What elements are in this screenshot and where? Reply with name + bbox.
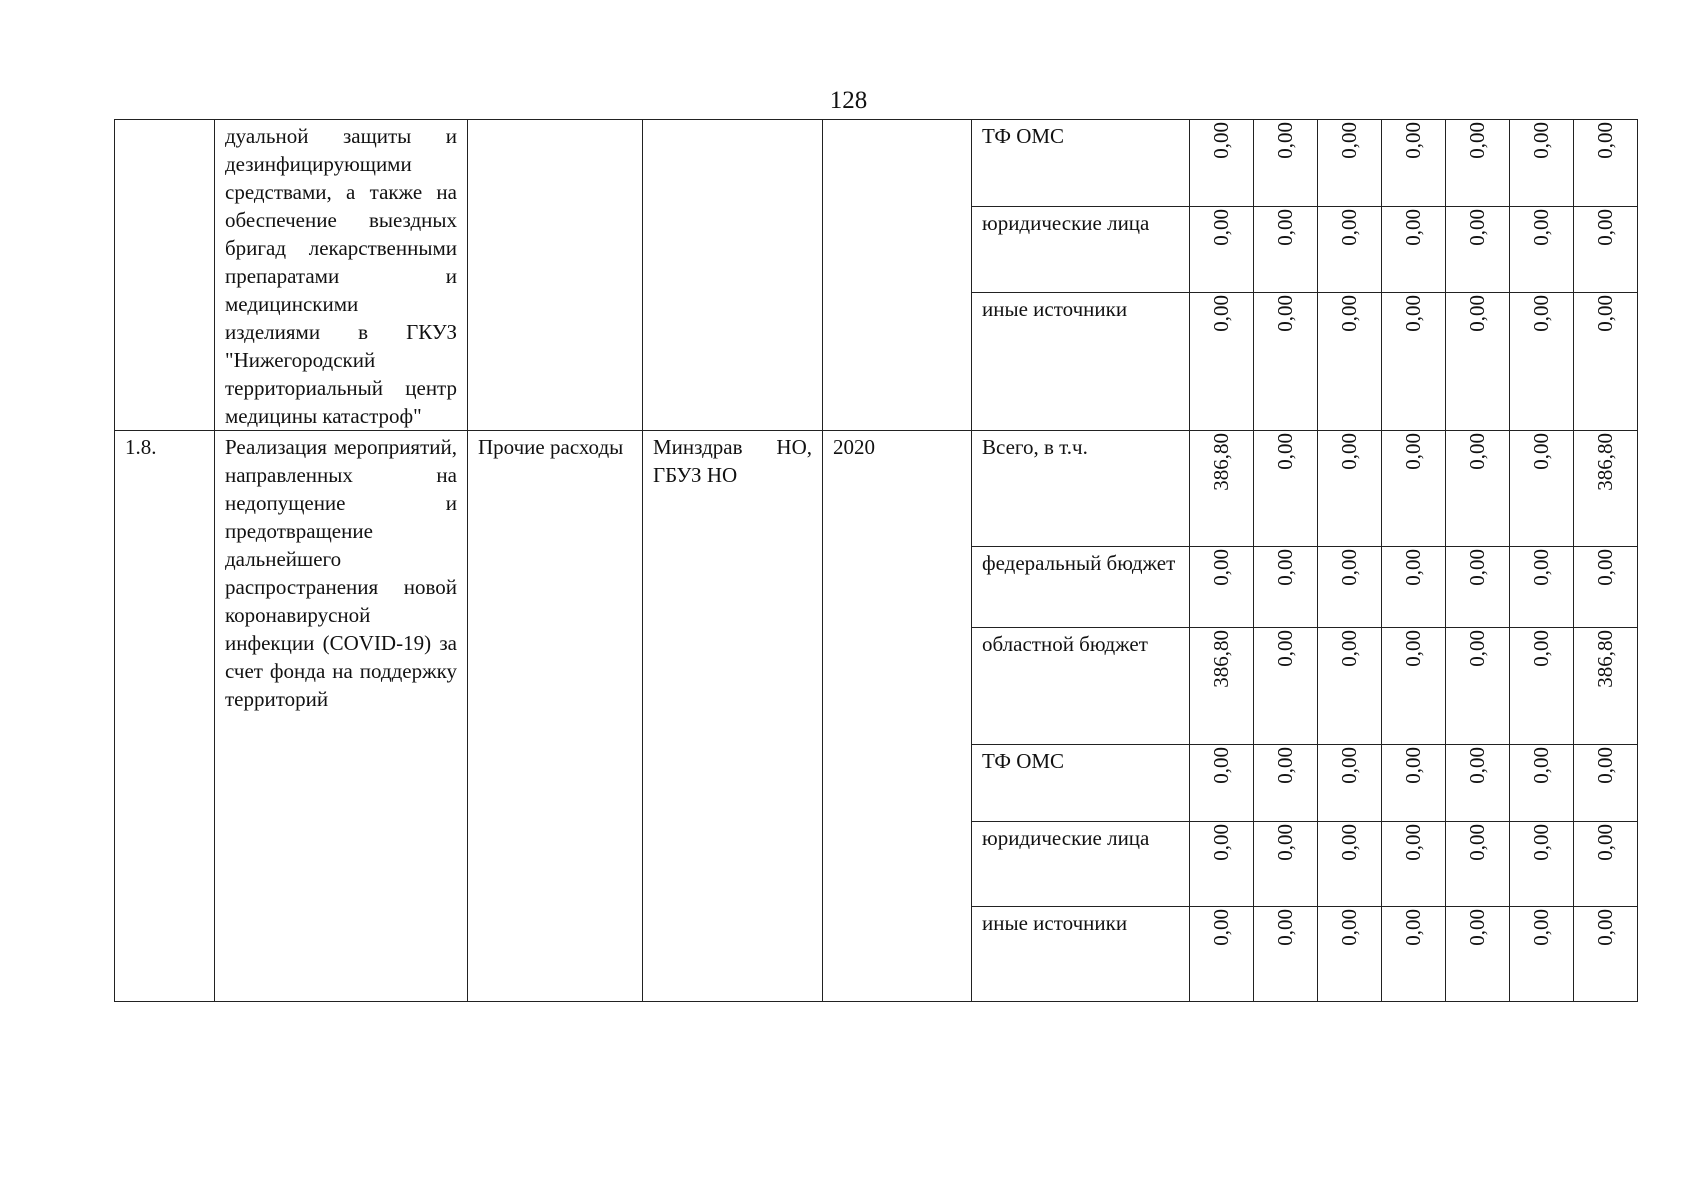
value-cell: 0,00 bbox=[1254, 628, 1318, 745]
value-cell: 0,00 bbox=[1190, 293, 1254, 431]
value-cell: 0,00 bbox=[1510, 431, 1574, 547]
value-cell: 0,00 bbox=[1382, 431, 1446, 547]
value-cell: 0,00 bbox=[1318, 822, 1382, 907]
value-cell: 0,00 bbox=[1510, 293, 1574, 431]
value-cell: 0,00 bbox=[1318, 293, 1382, 431]
source-label: юридические лица bbox=[972, 822, 1190, 907]
value-cell: 386,80 bbox=[1574, 431, 1638, 547]
value-cell: 0,00 bbox=[1574, 547, 1638, 628]
value-cell: 0,00 bbox=[1574, 293, 1638, 431]
source-label: ТФ ОМС bbox=[972, 120, 1190, 207]
value-cell: 0,00 bbox=[1318, 120, 1382, 207]
value-cell: 0,00 bbox=[1446, 293, 1510, 431]
value-cell: 0,00 bbox=[1382, 907, 1446, 1002]
value-cell: 0,00 bbox=[1190, 745, 1254, 822]
value-cell: 0,00 bbox=[1574, 120, 1638, 207]
value-cell: 0,00 bbox=[1510, 822, 1574, 907]
value-cell: 0,00 bbox=[1190, 907, 1254, 1002]
value-cell: 0,00 bbox=[1190, 547, 1254, 628]
value-cell: 0,00 bbox=[1318, 907, 1382, 1002]
value-cell: 0,00 bbox=[1382, 293, 1446, 431]
value-cell: 0,00 bbox=[1446, 822, 1510, 907]
value-cell: 0,00 bbox=[1254, 822, 1318, 907]
value-cell: 386,80 bbox=[1190, 431, 1254, 547]
value-cell: 0,00 bbox=[1318, 628, 1382, 745]
source-label: Всего, в т.ч. bbox=[972, 431, 1190, 547]
value-cell: 0,00 bbox=[1382, 547, 1446, 628]
value-cell: 0,00 bbox=[1574, 206, 1638, 293]
value-cell: 0,00 bbox=[1446, 120, 1510, 207]
value-cell: 0,00 bbox=[1510, 628, 1574, 745]
table-row bbox=[115, 120, 1638, 207]
value-cell: 0,00 bbox=[1190, 120, 1254, 207]
source-label: федеральный бюджет bbox=[972, 547, 1190, 628]
description-cell: дуальной защиты и дезинфицирующими средствами, а также на обеспечение выездных бригад лекарственными препаратами и медицинскими изделиями в ГКУЗ "Нижегородский территориальный центр медицины катастроф" bbox=[215, 120, 468, 431]
value-cell: 0,00 bbox=[1446, 206, 1510, 293]
executor-cell: Минздрав НО, ГБУЗ НО bbox=[643, 431, 823, 1002]
value-cell: 0,00 bbox=[1318, 745, 1382, 822]
value-cell: 0,00 bbox=[1446, 745, 1510, 822]
value-cell: 0,00 bbox=[1254, 293, 1318, 431]
page-number: 128 bbox=[829, 87, 868, 114]
value-cell: 386,80 bbox=[1574, 628, 1638, 745]
source-label: ТФ ОМС bbox=[972, 745, 1190, 822]
value-cell: 0,00 bbox=[1382, 628, 1446, 745]
row-number-cell: 1.8. bbox=[115, 431, 215, 1002]
value-cell: 0,00 bbox=[1446, 628, 1510, 745]
expense-type-cell bbox=[468, 120, 643, 431]
year-cell: 2020 bbox=[823, 431, 972, 1002]
source-label: иные источники bbox=[972, 907, 1190, 1002]
executor-cell bbox=[643, 120, 823, 431]
value-cell: 0,00 bbox=[1254, 907, 1318, 1002]
source-label: иные источники bbox=[972, 293, 1190, 431]
value-cell: 0,00 bbox=[1510, 745, 1574, 822]
program-table bbox=[114, 119, 1638, 1002]
value-cell: 0,00 bbox=[1446, 547, 1510, 628]
value-cell: 0,00 bbox=[1254, 745, 1318, 822]
value-cell: 0,00 bbox=[1510, 206, 1574, 293]
description-cell: Реализация мероприятий, направленных на недопущение и предотвращение дальнейшего распространения новой коронавирусной инфекции (COVID-19) за счет фонда на поддержку территорий bbox=[215, 431, 468, 1002]
value-cell: 0,00 bbox=[1510, 120, 1574, 207]
table-row bbox=[115, 431, 1638, 547]
value-cell: 0,00 bbox=[1510, 547, 1574, 628]
value-cell: 0,00 bbox=[1574, 745, 1638, 822]
value-cell: 0,00 bbox=[1318, 431, 1382, 547]
year-cell bbox=[823, 120, 972, 431]
row-number-cell bbox=[115, 120, 215, 431]
value-cell: 0,00 bbox=[1382, 120, 1446, 207]
value-cell: 0,00 bbox=[1318, 547, 1382, 628]
value-cell: 0,00 bbox=[1318, 206, 1382, 293]
value-cell: 0,00 bbox=[1254, 120, 1318, 207]
value-cell: 0,00 bbox=[1190, 206, 1254, 293]
expense-type-cell: Прочие расходы bbox=[468, 431, 643, 1002]
source-label: юридические лица bbox=[972, 206, 1190, 293]
value-cell: 0,00 bbox=[1446, 907, 1510, 1002]
value-cell: 0,00 bbox=[1446, 431, 1510, 547]
source-label: областной бюджет bbox=[972, 628, 1190, 745]
value-cell: 0,00 bbox=[1254, 547, 1318, 628]
value-cell: 0,00 bbox=[1254, 206, 1318, 293]
value-cell: 0,00 bbox=[1574, 822, 1638, 907]
value-cell: 0,00 bbox=[1382, 822, 1446, 907]
value-cell: 0,00 bbox=[1190, 822, 1254, 907]
value-cell: 0,00 bbox=[1382, 206, 1446, 293]
value-cell: 386,80 bbox=[1190, 628, 1254, 745]
value-cell: 0,00 bbox=[1382, 745, 1446, 822]
value-cell: 0,00 bbox=[1254, 431, 1318, 547]
value-cell: 0,00 bbox=[1574, 907, 1638, 1002]
value-cell: 0,00 bbox=[1510, 907, 1574, 1002]
